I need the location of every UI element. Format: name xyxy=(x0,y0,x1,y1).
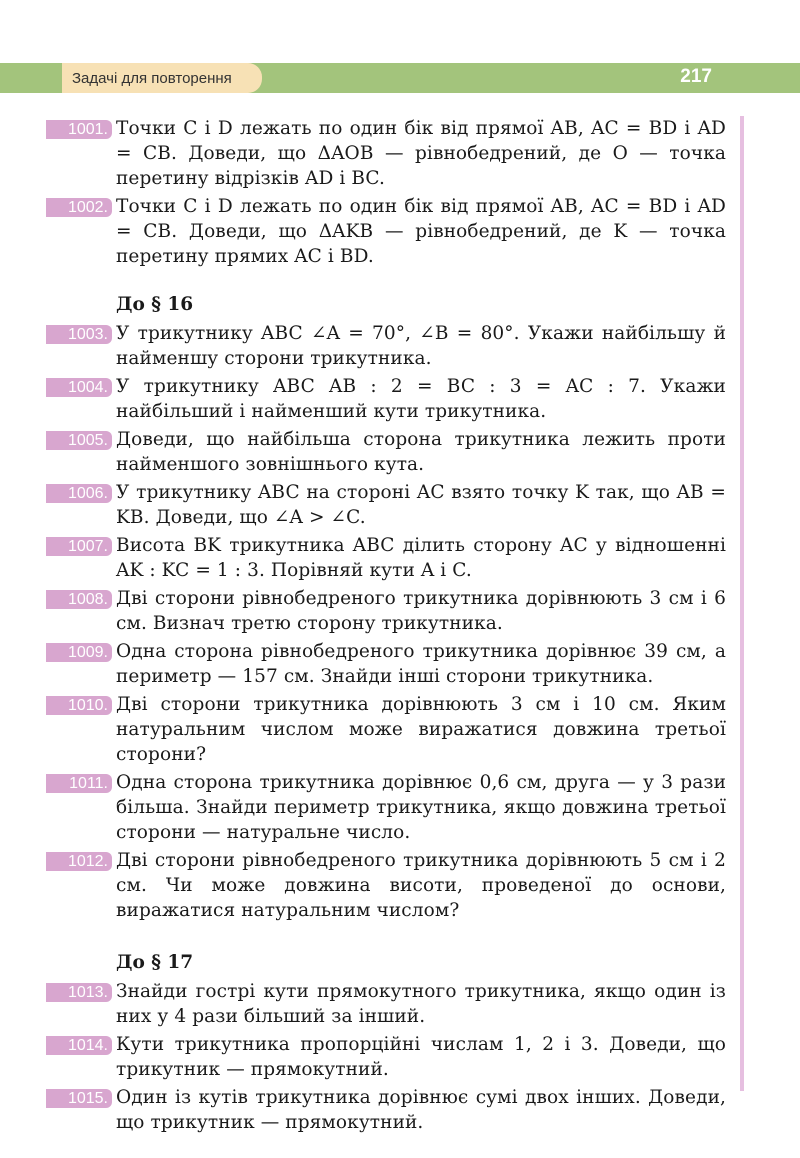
problem-text: Кути трикутника пропорційні числам 1, 2 і 3. Доведи, що трикутник — прямокутний. xyxy=(116,1034,726,1080)
problem-text: У трикутнику ABC ∠A = 70°, ∠B = 80°. Укажи найбільшу й найменшу сторони трикутника. xyxy=(116,323,726,369)
problem-number: 1005. xyxy=(46,431,112,450)
problem-1010 xyxy=(0,692,740,767)
problem-1004 xyxy=(0,374,740,424)
problem-1013 xyxy=(0,979,740,1029)
problem-text: Знайди гострі кути прямокутного трикутника, якщо один із них у 4 рази більший за інший. xyxy=(116,981,726,1027)
problem-1011 xyxy=(0,770,740,845)
problem-1002 xyxy=(0,194,740,269)
page-header-title: Задачі для повторення xyxy=(72,69,232,87)
problem-1006 xyxy=(0,480,740,530)
problem-number: 1001. xyxy=(46,120,112,139)
problem-number: 1006. xyxy=(46,484,112,503)
problem-number: 1008. xyxy=(46,590,112,609)
problem-number: 1014. xyxy=(46,1036,112,1055)
section-heading-17: До § 17 xyxy=(116,952,194,973)
content xyxy=(0,116,740,1138)
problem-1005 xyxy=(0,427,740,477)
problem-number: 1013. xyxy=(46,983,112,1002)
problem-text: Дві сторони рівнобедреного трикутника дорівнюють 5 см і 2 см. Чи може довжина висоти, проведеної до основи, виражатися натуральним числом? xyxy=(116,850,726,921)
problem-text: Дві сторони рівнобедреного трикутника дорівнюють 3 см і 6 см. Визнач третю сторону трикутника. xyxy=(116,588,726,634)
problem-text: Дві сторони трикутника дорівнюють 3 см і 10 см. Яким натуральним числом може виражатися довжина третьої сторони? xyxy=(116,694,726,765)
problem-number: 1010. xyxy=(46,696,112,715)
problem-number: 1015. xyxy=(46,1089,112,1108)
problem-text: У трикутнику ABC на стороні AC взято точку K так, що AB = KB. Доведи, що ∠A > ∠C. xyxy=(116,482,726,528)
problem-text: У трикутнику ABC AB : 2 = BC : 3 = AC : 7. Укажи найбільший і найменший кути трикутника. xyxy=(116,376,726,422)
problem-number: 1003. xyxy=(46,325,112,344)
problem-1007 xyxy=(0,533,740,583)
header-tab xyxy=(62,63,262,93)
problem-number: 1009. xyxy=(46,643,112,662)
problem-1003 xyxy=(0,321,740,371)
problem-text: Доведи, що найбільша сторона трикутника лежить проти найменшого зовнішнього кута. xyxy=(116,429,726,475)
problem-text: Одна сторона рівнобедреного трикутника дорівнює 39 см, а периметр — 157 см. Знайди інші сторони трикутника. xyxy=(116,641,726,687)
problem-text: Висота BK трикутника ABC ділить сторону AC у відношенні AK : KC = 1 : 3. Порівняй кути A і C. xyxy=(116,535,726,581)
page-number: 217 xyxy=(680,66,712,87)
problem-number: 1012. xyxy=(46,852,112,871)
problem-text: Точки C і D лежать по один бік від прямої AB, AC = BD і AD = CB. Доведи, що ΔAKB — рівнобедрений, де K — точка перетину прямих AC і BD. xyxy=(116,196,726,267)
problem-1012 xyxy=(0,848,740,923)
problem-1008 xyxy=(0,586,740,636)
problem-number: 1002. xyxy=(46,198,112,217)
problem-1009 xyxy=(0,639,740,689)
problem-number: 1007. xyxy=(46,537,112,556)
problem-number: 1004. xyxy=(46,378,112,397)
problem-text: Точки C і D лежать по один бік від прямої AB, AC = BD і AD = CB. Доведи, що ΔAOB — рівнобедрений, де O — точка перетину відрізків AD і BC. xyxy=(116,118,726,189)
problem-text: Один із кутів трикутника дорівнює сумі двох інших. Доведи, що трикутник — прямокутний. xyxy=(116,1087,726,1133)
problem-1015 xyxy=(0,1085,740,1135)
margin-rule xyxy=(740,116,744,1091)
problem-1001 xyxy=(0,116,740,191)
section-heading-16: До § 16 xyxy=(116,294,194,315)
problem-1014 xyxy=(0,1032,740,1082)
problem-number: 1011. xyxy=(46,774,112,793)
problem-text: Одна сторона трикутника дорівнює 0,6 см, друга — у 3 рази більша. Знайди периметр трикутника, якщо довжина третьої сторони — натуральне число. xyxy=(116,772,726,843)
